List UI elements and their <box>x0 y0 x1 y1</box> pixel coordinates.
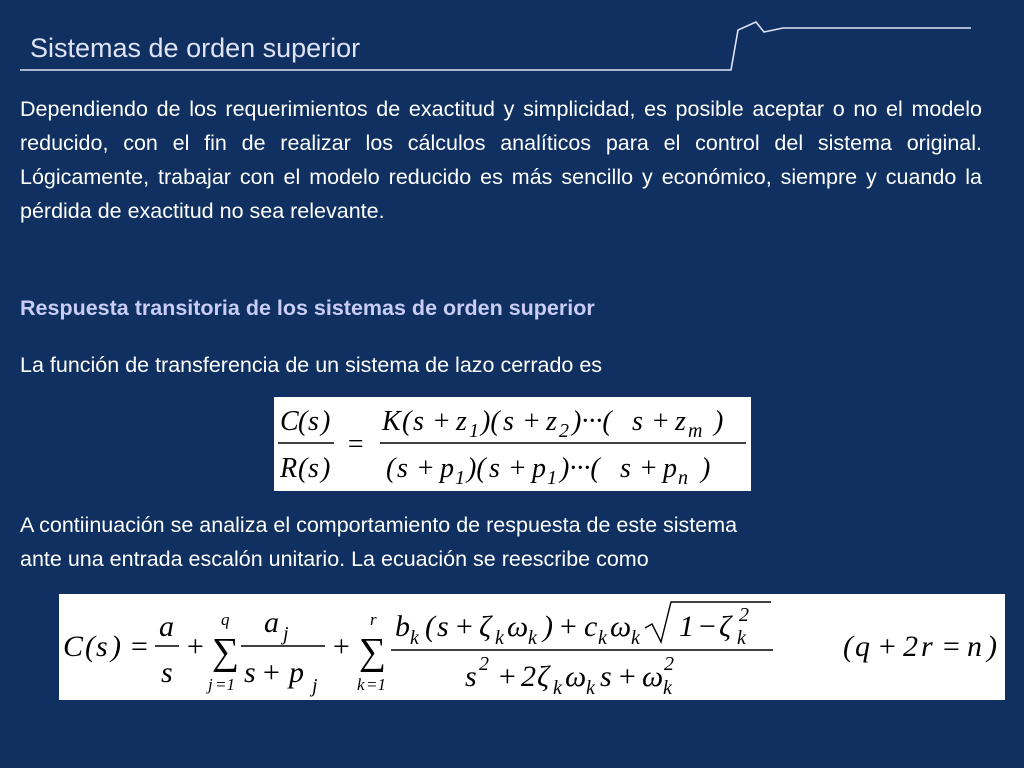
svg-text:j: j <box>208 675 213 694</box>
svg-text:n: n <box>967 630 982 663</box>
svg-text:j: j <box>312 675 318 697</box>
svg-text:=: = <box>346 429 365 460</box>
svg-text:s: s <box>620 453 631 484</box>
svg-text:k: k <box>586 677 595 699</box>
svg-text:(: ( <box>843 630 853 663</box>
svg-text:+: + <box>331 630 352 663</box>
svg-text:p: p <box>440 453 454 484</box>
svg-text:s: s <box>244 656 256 689</box>
intro-paragraph: Dependiendo de los requerimientos de exactitud y simplicidad, es posible aceptar o no el modelo reducido, con el fin de realizar los cálculos analíticos para el control del sistema original. Lógicamente, trabajar con el modelo reducido es más sencillo y económico, siempre y cuando la pérdida de exactitud no sea relevante. <box>20 97 982 223</box>
svg-text:p: p <box>663 453 677 484</box>
svg-text:+: + <box>185 630 206 663</box>
svg-text:(: ( <box>298 453 308 484</box>
svg-text:ζ: ζ <box>479 610 492 643</box>
svg-text:z: z <box>456 406 467 437</box>
section-subheading: Respuesta transitoria de los sistemas de orden superior <box>20 296 595 320</box>
svg-text:s: s <box>413 406 424 437</box>
svg-text:z: z <box>675 406 686 437</box>
svg-text:+: + <box>522 406 541 437</box>
svg-text:s: s <box>308 406 319 437</box>
svg-text:k: k <box>631 627 640 649</box>
svg-text:C: C <box>63 630 84 663</box>
svg-text:a: a <box>159 610 174 643</box>
svg-text:)(: )( <box>481 406 500 437</box>
svg-text:)···(: )···( <box>560 453 600 484</box>
svg-text:n: n <box>678 467 688 489</box>
svg-text:c: c <box>584 610 598 643</box>
svg-text:): ) <box>111 630 121 663</box>
svg-text:s: s <box>503 406 514 437</box>
svg-text:+: + <box>651 406 670 437</box>
svg-text:+: + <box>497 660 518 693</box>
svg-text:ω: ω <box>610 610 632 643</box>
svg-text:s: s <box>397 453 408 484</box>
svg-text:)(: )( <box>467 453 486 484</box>
svg-text:+: + <box>432 406 451 437</box>
svg-text:+: + <box>508 453 527 484</box>
svg-text:q: q <box>855 630 870 663</box>
svg-text:a: a <box>264 606 279 639</box>
svg-text:2: 2 <box>739 604 749 626</box>
svg-text:s: s <box>632 406 643 437</box>
svg-text:ω: ω <box>565 660 587 693</box>
svg-text:s: s <box>465 660 477 693</box>
svg-text:s: s <box>308 453 319 484</box>
svg-text:2: 2 <box>903 630 918 663</box>
svg-text:+: + <box>617 660 638 693</box>
svg-text:ω: ω <box>507 610 529 643</box>
svg-text:2: 2 <box>479 653 489 675</box>
svg-text:s: s <box>96 630 108 663</box>
svg-text:+: + <box>454 610 475 643</box>
transfer-function-equation <box>274 397 751 491</box>
partial-fraction-equation <box>59 594 1005 700</box>
svg-text:r: r <box>370 610 377 629</box>
svg-text:=1: =1 <box>366 675 386 694</box>
svg-text:j: j <box>283 623 289 645</box>
svg-text:(: ( <box>85 630 95 663</box>
transfer-function-intro: La función de transferencia de un sistema de lazo cerrado es <box>20 353 603 377</box>
svg-text:∑: ∑ <box>359 631 387 673</box>
svg-text:(: ( <box>402 406 412 437</box>
svg-text:k: k <box>528 627 537 649</box>
svg-text:k: k <box>495 627 504 649</box>
slide-title: Sistemas de orden superior <box>30 33 361 63</box>
svg-text:r: r <box>921 630 933 663</box>
svg-text:=: = <box>129 630 150 663</box>
svg-text:1: 1 <box>455 467 465 489</box>
svg-text:k: k <box>663 677 672 699</box>
svg-text:ζ: ζ <box>537 660 550 693</box>
svg-text:+: + <box>877 630 898 663</box>
svg-text:): ) <box>321 453 331 484</box>
svg-text:): ) <box>701 453 711 484</box>
svg-text:b: b <box>395 610 410 643</box>
svg-text:2: 2 <box>559 420 569 442</box>
svg-text:2: 2 <box>521 660 536 693</box>
svg-text:1: 1 <box>679 610 694 643</box>
svg-text:+: + <box>558 610 579 643</box>
svg-text:m: m <box>688 420 703 442</box>
svg-text:): ) <box>543 610 553 643</box>
svg-text:(: ( <box>425 610 435 643</box>
svg-text:k: k <box>357 675 365 694</box>
svg-text:z: z <box>546 406 557 437</box>
svg-text:+: + <box>416 453 435 484</box>
svg-text:)···(: )···( <box>572 406 612 437</box>
svg-text:−: − <box>697 610 718 643</box>
svg-text:C: C <box>280 406 299 437</box>
svg-text:s: s <box>600 660 612 693</box>
svg-text:(: ( <box>386 453 396 484</box>
svg-text:k: k <box>737 627 746 649</box>
svg-text:k: k <box>410 627 419 649</box>
svg-text:): ) <box>714 406 724 437</box>
svg-text:ω: ω <box>642 660 664 693</box>
svg-text:1: 1 <box>547 467 557 489</box>
svg-text:K: K <box>382 406 401 437</box>
svg-text:ζ: ζ <box>719 610 732 643</box>
svg-text:R: R <box>280 453 298 484</box>
step-response-line-1: A contiinuación se analiza el comportamiento de respuesta de este sistema <box>20 513 738 537</box>
svg-text:(: ( <box>298 406 308 437</box>
svg-text:=: = <box>941 630 962 663</box>
svg-text:+: + <box>639 453 658 484</box>
svg-text:2: 2 <box>664 653 674 675</box>
svg-text:s: s <box>437 610 449 643</box>
svg-text:q: q <box>221 610 230 629</box>
svg-text:): ) <box>321 406 331 437</box>
svg-text:+: + <box>261 656 282 689</box>
step-response-line-2: ante una entrada escalón unitario. La ecuación se reescribe como <box>20 547 649 571</box>
svg-text:=1: =1 <box>215 675 235 694</box>
svg-text:p: p <box>289 656 304 689</box>
svg-text:): ) <box>987 630 997 663</box>
svg-text:s: s <box>489 453 500 484</box>
svg-text:p: p <box>532 453 546 484</box>
svg-text:k: k <box>598 627 607 649</box>
svg-text:∑: ∑ <box>212 631 240 673</box>
svg-text:s: s <box>161 656 173 689</box>
svg-text:k: k <box>553 677 562 699</box>
svg-text:1: 1 <box>469 420 479 442</box>
